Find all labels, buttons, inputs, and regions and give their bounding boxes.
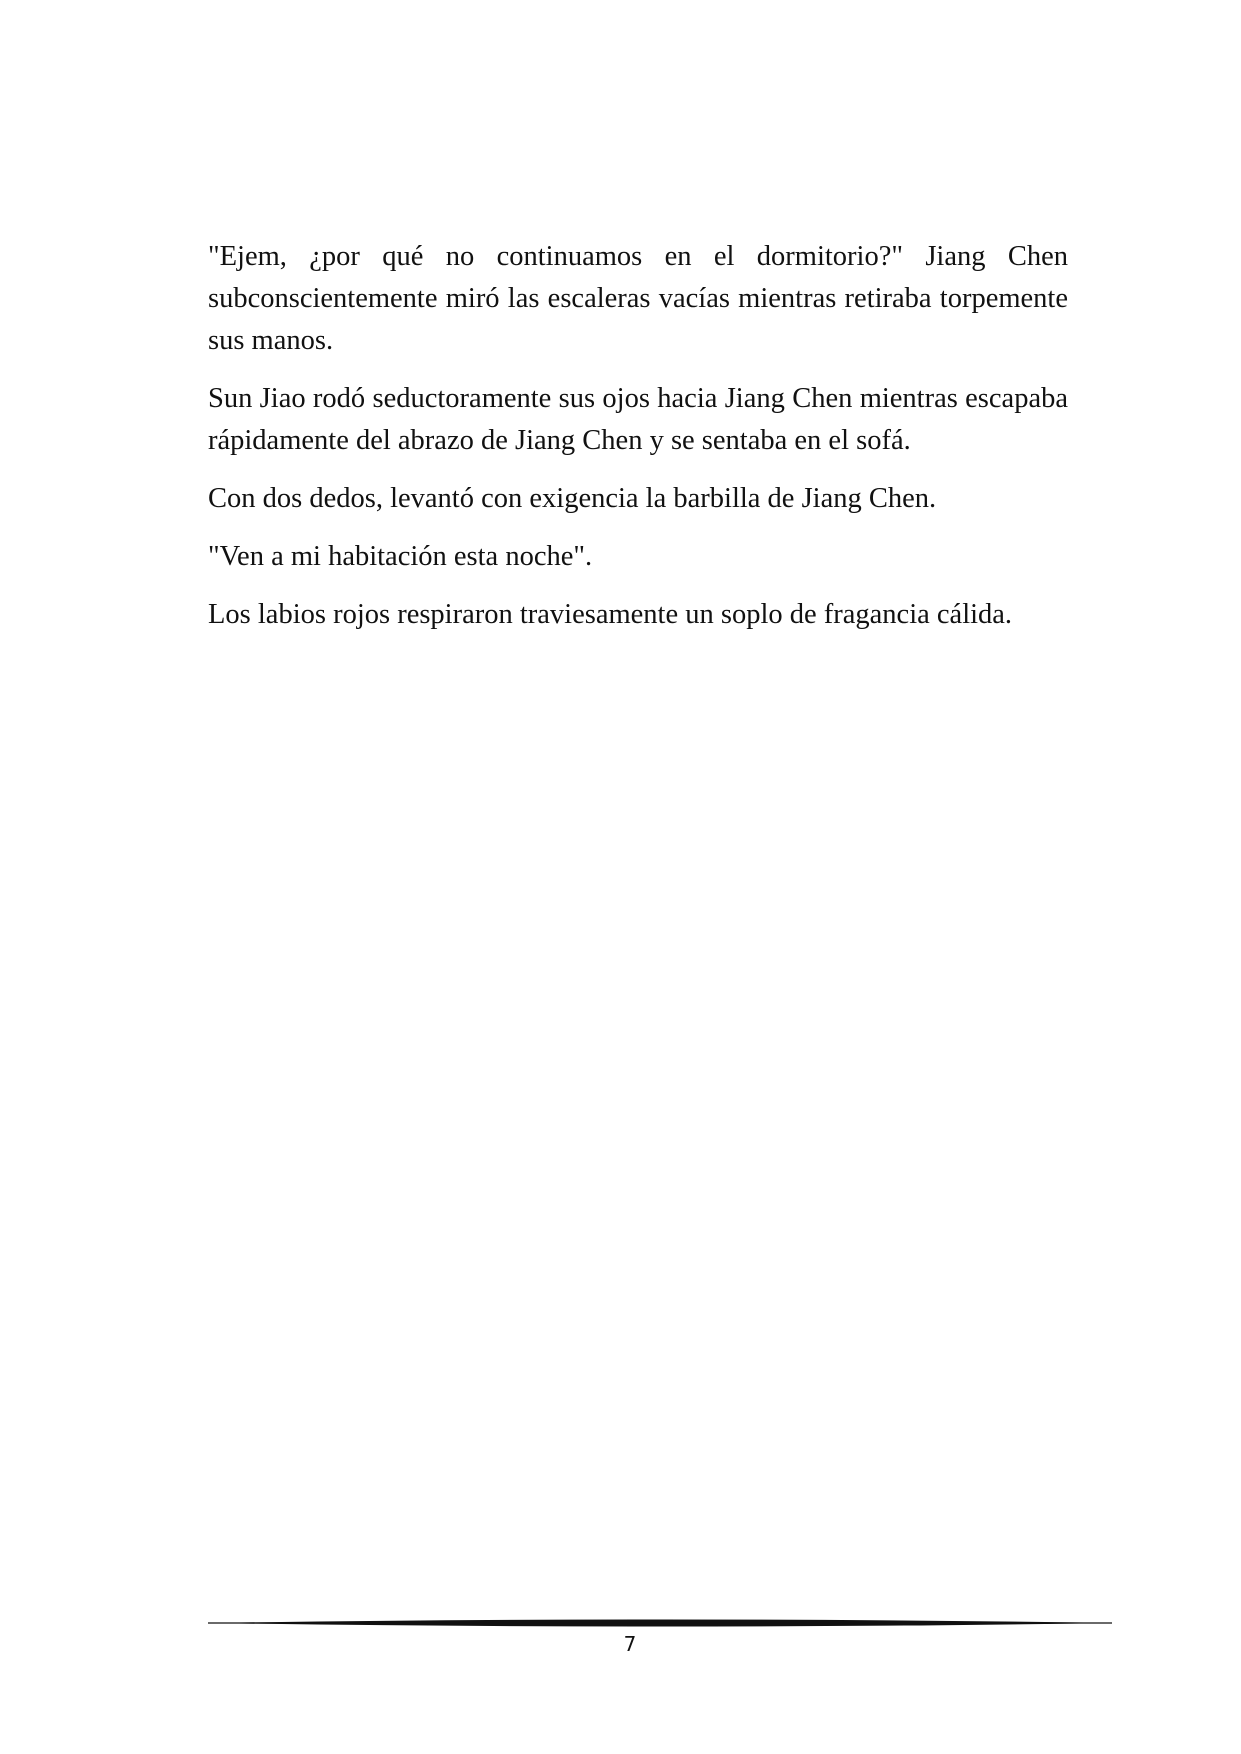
- paragraph: "Ejem, ¿por qué no continuamos en el dormitorio?" Jiang Chen subconscientemente miró las escaleras vacías mientras retiraba torpemente sus manos.: [208, 241, 1068, 356]
- paragraph: Sun Jiao rodó seductoramente sus ojos hacia Jiang Chen mientras escapaba rápidamente del abrazo de Jiang Chen y se sentaba en el sofá.: [208, 383, 1068, 456]
- footer-divider: [208, 1617, 1112, 1629]
- paragraph: Los labios rojos respiraron traviesamente un soplo de fragancia cálida.: [208, 599, 1013, 630]
- page-number: 7: [623, 1632, 637, 1656]
- page-body: [208, 236, 1068, 652]
- paragraph: Con dos dedos, levantó con exigencia la barbilla de Jiang Chen.: [208, 483, 937, 514]
- paragraph: "Ven a mi habitación esta noche".: [208, 541, 593, 572]
